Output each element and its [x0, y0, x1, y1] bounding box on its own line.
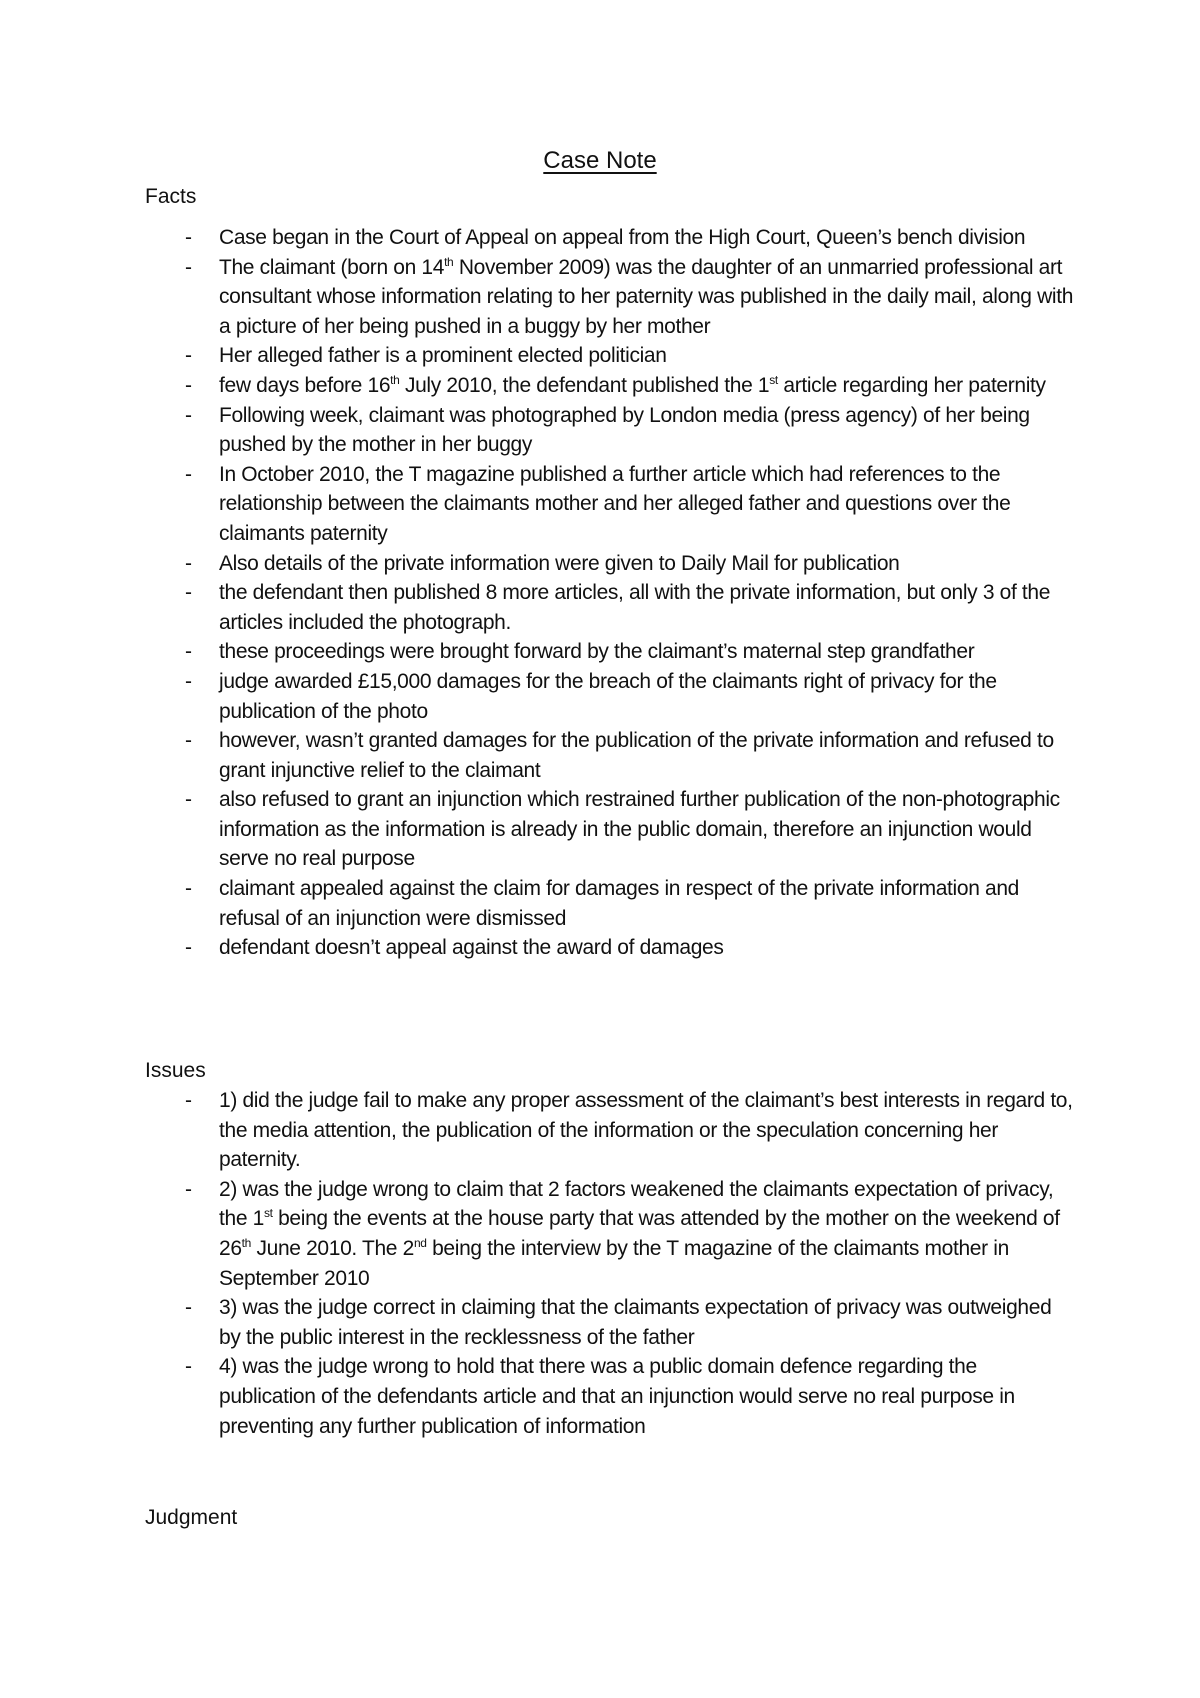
- bullet-dash: -: [185, 936, 192, 960]
- superscript-text: th: [444, 254, 454, 269]
- superscript-text: nd: [413, 1235, 427, 1250]
- item-text: judge awarded £15,000 damages for the breach of the claimants right of privacy for the publication of the photo: [219, 669, 997, 723]
- item-text: defendant doesn’t appeal against the award of damages: [219, 936, 724, 960]
- list-item: [145, 874, 1075, 933]
- list-item: [145, 341, 1075, 371]
- bullet-dash: -: [185, 788, 192, 812]
- item-text: claimant appealed against the claim for damages in respect of the private information and refusal of an injunction were dismissed: [219, 877, 1019, 930]
- bullet-dash: -: [185, 1089, 192, 1112]
- item-text: few days before 16: [219, 373, 391, 397]
- bullet-dash: -: [185, 1296, 192, 1320]
- item-text: November 2009) was the daughter of an unmarried professional art consultant whose information relating to her paternity was published in the daily mail, along with a picture of her being pushed in a buggy by her mother: [219, 255, 1074, 338]
- list-item: [145, 637, 1075, 667]
- document-title: Case Note: [543, 147, 657, 174]
- bullet-dash: -: [185, 462, 192, 486]
- bullet-dash: -: [185, 581, 192, 605]
- item-text: being the events at the house party that was attended by the mother on the weekend of 26: [219, 1207, 1060, 1260]
- item-text: 1) did the judge fail to make any proper assessment of the claimant’s best interests in regard to, the media attention, the publication of the information or the speculation concerning her paternity.: [219, 1089, 1073, 1172]
- list-item: [145, 1175, 1075, 1293]
- item-text: July 2010, the defendant published the 1: [399, 373, 770, 397]
- list-item: [145, 371, 1075, 401]
- bullet-dash: -: [185, 729, 192, 753]
- item-text: Following week, claimant was photographed by London media (press agency) of her being pushed by the mother in her buggy: [219, 403, 1030, 457]
- item-text: however, wasn’t granted damages for the publication of the private information and refused to grant injunctive relief to the claimant: [219, 729, 1054, 782]
- item-text: 3) was the judge correct in claiming that the claimants expectation of privacy was outweighed by the public interest in the recklessness of the father: [219, 1296, 1052, 1349]
- bullet-dash: -: [185, 373, 192, 397]
- item-text: 2) was the judge wrong to claim that 2 factors weakened the claimants expectation of privacy, the 1: [219, 1177, 1054, 1231]
- superscript-text: st: [769, 372, 778, 387]
- item-text: In October 2010, the T magazine published a further article which had references to the relationship between the claimants mother and her alleged father and questions over the claimants paternity: [219, 462, 1011, 545]
- item-text: The claimant (born on 14: [219, 255, 445, 279]
- superscript-text: th: [241, 1235, 251, 1250]
- item-text: 4) was the judge wrong to hold that there was a public domain defence regarding the publication of the defendants article and that an injunction would serve no real purpose in preventing any further publication of information: [219, 1355, 1015, 1438]
- bullet-dash: -: [185, 877, 192, 901]
- issues-list: [145, 1086, 1075, 1441]
- bullet-dash: -: [185, 1355, 192, 1379]
- list-item: [145, 253, 1075, 342]
- item-text: Also details of the private information were given to Daily Mail for publication: [219, 551, 900, 575]
- superscript-text: st: [263, 1206, 273, 1221]
- list-item: [145, 1086, 1075, 1175]
- list-item: [145, 933, 1075, 963]
- list-item: [145, 578, 1075, 637]
- item-text: these proceedings were brought forward by the claimant’s maternal step grandfather: [219, 640, 975, 664]
- bullet-dash: -: [185, 255, 192, 279]
- facts-heading: Facts: [145, 185, 197, 208]
- item-text: article regarding her paternity: [777, 373, 1046, 397]
- bullet-dash: -: [185, 403, 192, 427]
- item-text: the defendant then published 8 more articles, all with the private information, but only 3 of the articles included the photograph.: [219, 581, 1051, 634]
- bullet-dash: -: [185, 669, 192, 693]
- list-item: [145, 785, 1075, 874]
- list-item: [145, 1352, 1075, 1441]
- bullet-dash: -: [185, 640, 192, 664]
- item-text: being the interview by the T magazine of the claimants mother in September 2010: [219, 1236, 1009, 1290]
- issues-heading: Issues: [145, 1059, 206, 1082]
- item-text: Her alleged father is a prominent elected politician: [219, 344, 667, 368]
- bullet-dash: -: [185, 344, 192, 368]
- list-item: [145, 1293, 1075, 1352]
- bullet-dash: -: [185, 1177, 192, 1201]
- bullet-dash: -: [185, 226, 192, 249]
- item-text: also refused to grant an injunction which restrained further publication of the non-photographic information as the information is already in the public domain, therefore an injunction would serve no real purpose: [219, 788, 1060, 871]
- judgment-heading: Judgment: [145, 1506, 238, 1529]
- superscript-text: th: [390, 372, 400, 387]
- list-item: [145, 726, 1075, 785]
- item-text: June 2010. The 2: [250, 1236, 414, 1260]
- item-text: Case began in the Court of Appeal on appeal from the High Court, Queen’s bench division: [219, 226, 1026, 249]
- list-item: [145, 401, 1075, 460]
- list-item: [145, 223, 1075, 253]
- bullet-dash: -: [185, 551, 192, 575]
- facts-list: [145, 223, 1075, 963]
- list-item: [145, 460, 1075, 549]
- list-item: [145, 549, 1075, 579]
- list-item: [145, 667, 1075, 726]
